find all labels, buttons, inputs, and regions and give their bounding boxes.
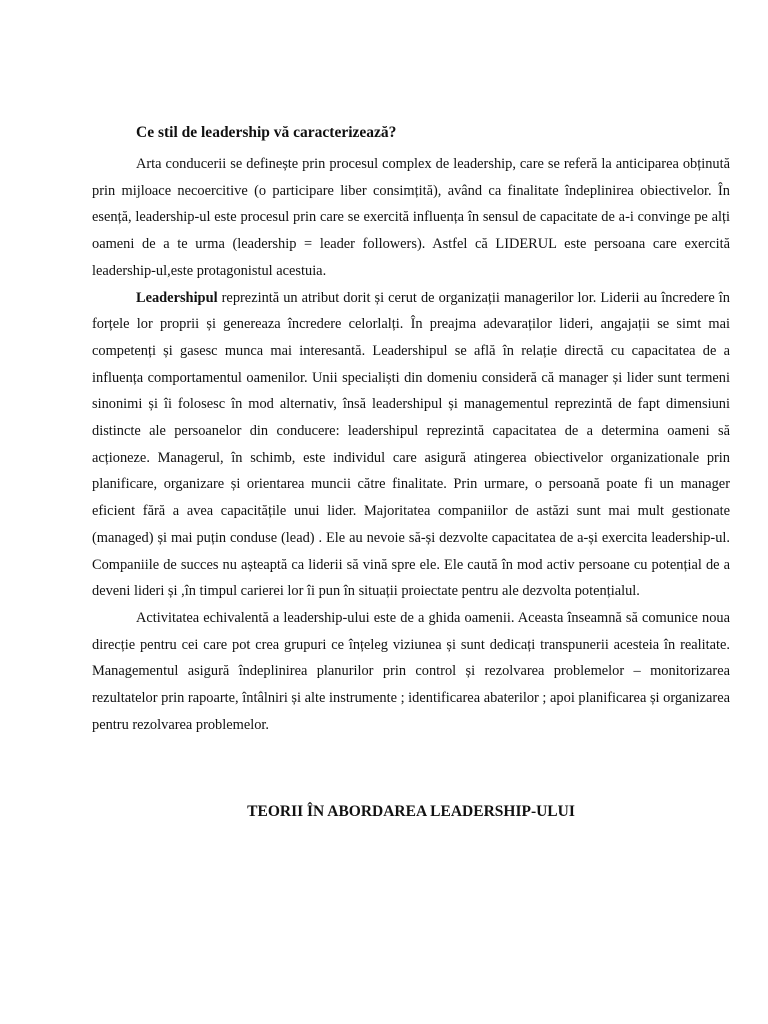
question-heading: Ce stil de leadership vă caracterizează?: [136, 124, 397, 141]
paragraph-activity-text: Activitatea echivalentă a leadership-ului este de a ghida oamenii. Aceasta înseamnă să comunice noua direcție pentru cei care pot crea grupuri ce înțeleg viziunea și sunt dedicați transpunerii acesteia în realitate. Managementul asigură îndeplinirea planurilor prin control și rezolvarea problemelor – monitorizarea rezultatelor prin rapoarte, întâlniri și alte instrumente ; identificarea abaterilor ; apoi planificarea și organizarea pentru rezolvarea problemelor.: [92, 609, 730, 733]
body-text: [92, 151, 730, 738]
paragraph-leadership-text: reprezintă un atribut dorit și cerut de organizații managerilor lor. Liderii au încredere în forțele lor proprii și genereaza încredere celorlalți. În preajma adevaraților lideri, angajații se simt mai competenți și gasesc munca mai interesantă. Leadershipul se află în relație directă cu capacitatea de a influența comportamentul oamenilor. Unii specialiști din domeniu consideră că manager și lider sunt termeni sinonimi și îi folosesc în mod alternativ, însă leadershipul și managementul reprezintă de fapt dimensiuni distincte ale persoanelor din conducere: leadershipul reprezintă capacitatea de a determina oameni să acționeze. Managerul, în schimb, este individul care asigură atingerea obiectivelor organizationale prin planificare, organizare și orientarea muncii către finalitate. Prin urmare, o persoană poate fi un manager eficient fără a avea capacitățile unui lider. Majoritatea companiilor de astăzi sunt mai mult gestionate (managed) și mai puțin conduse (lead) . Ele au nevoie să-și dezvolte capacitatea de a-și exercita leadership-ul. Companiile de succes nu așteaptă ca liderii să vină spre ele. Ele caută în mod activ persoane cu potențial de a deveni lideri și ,în timpul carierei lor îi pun în situații proiectate pentru ale dezvolta potențialul.: [92, 289, 730, 600]
paragraph-leadership: [92, 285, 730, 605]
section-title: TEORII ÎN ABORDAREA LEADERSHIP-ULUI: [247, 803, 575, 820]
paragraph-intro: [92, 151, 730, 285]
paragraph-leadership-bold-term: Leadershipul: [136, 289, 218, 306]
paragraph-activity: [92, 605, 730, 739]
paragraph-intro-text: Arta conducerii se definește prin procesul complex de leadership, care se referă la anticiparea obținută prin mijloace necoercitive (o participare liber consimțită), având ca finalitate îndeplinirea obiectivelor. În esență, leadership-ul este procesul prin care se exercită influența în sensul de capacitate de a-i convinge pe alți oameni de a te urma (leadership = leader followers). Astfel că LIDERUL este persoana care exercită leadership-ul,este protagonistul acestuia.: [92, 156, 730, 279]
